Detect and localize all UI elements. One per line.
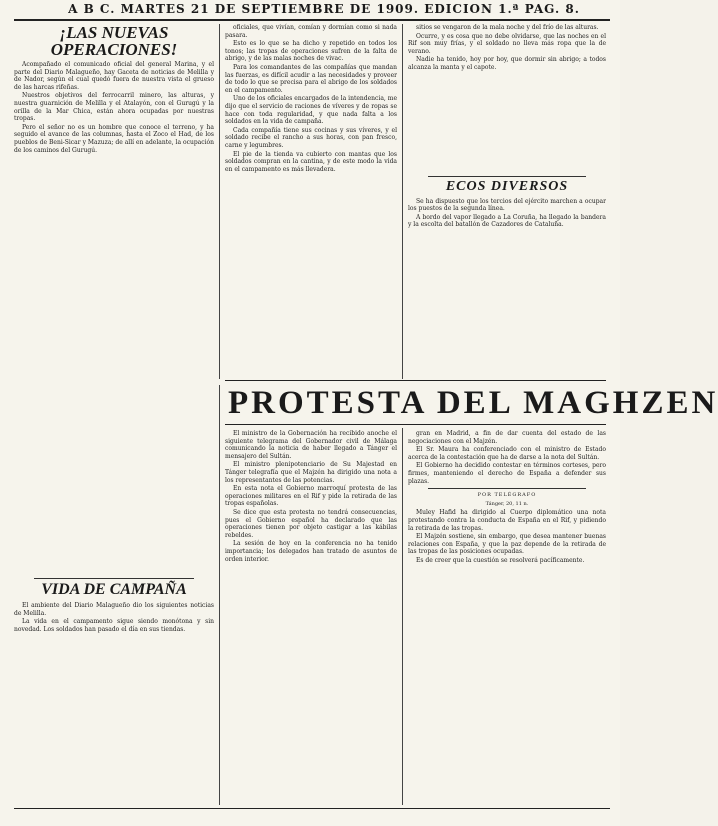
col3-paragraph-5: A bordo del vapor llegado a La Coruña, ha llegado la bandera y la escolta del batallón de Cazadores de Cataluña.	[408, 213, 606, 229]
column-divider-3	[402, 428, 403, 805]
col2-paragraph-5: Cada compañía tiene sus cocinas y sus víveres, y el soldado recibe el rancho a sus horas, con pan fresco, carne y legumbres.	[225, 126, 397, 149]
col3-paragraph-3: Nadie ha tenido, hoy por hoy, que dormir sin abrigo; a todos alcanza la manta y el capote.	[408, 56, 606, 71]
col5-paragraph-1: gran en Madrid, a fin de dar cuenta del estado de las negociaciones con el Majzén.	[408, 430, 606, 445]
column-divider-2	[402, 24, 403, 379]
big-headline-top-rule	[225, 380, 606, 381]
col4-paragraph-1: El ministro de la Gobernación ha recibido anoche el siguiente telegrama del Gobernador civil de Málaga comunicando la noticia de haber llegado a Tánger el mensajero del Sultán.	[225, 430, 397, 460]
col4-paragraph-3: En esta nota el Gobierno marroquí protesta de las operaciones militares en el Rif y pide la retirada de las tropas españolas.	[225, 485, 397, 508]
col2-paragraph-1: oficiales, que vivían, comían y dormían como si nada pasara.	[225, 24, 397, 39]
page-header: A B C. MARTES 21 DE SEPTIEMBRE DE 1909. EDICION 1.ª PAG. 8.	[68, 2, 580, 16]
col5-paragraph-2: El Sr. Maura ha conferenciado con el ministro de Estado acerca de la contestación que ha de darse a la nota del Sultán.	[408, 446, 606, 461]
col1-rule	[34, 578, 194, 579]
col3-paragraph-1: sitios se vengaron de la mala noche y del frío de las alturas.	[416, 24, 599, 31]
column-divider-1-lower	[219, 385, 220, 805]
col3-paragraph-2: Ocurre, y es cosa que no debe olvidarse, que las noches en el Rif son muy frías, y el soldado no lleva más ropa que la de verano.	[408, 32, 606, 55]
col2-paragraph-4: Uno de los oficiales encargados de la intendencia, me dijo que el servicio de raciones de víveres y de ropas se hace con toda regularidad, y que nada falta a los soldados en la vida de campaña.	[225, 95, 397, 126]
col3-paragraph-4: Se ha dispuesto que los tercios del ejército marchen a ocupar los puestos de la segunda línea.	[408, 197, 606, 213]
col4-paragraph-5: La sesión de hoy en la conferencia no ha tenido importancia; los delegados han tratado de asuntos de orden interior.	[225, 540, 397, 563]
column-divider-1	[219, 24, 220, 379]
column-4	[225, 430, 397, 806]
col4-paragraph-2: El ministro plenipotenciario de Su Majestad en Tánger telegrafía que el Majzén ha dirigido una nota a los representantes de las potencias.	[225, 461, 397, 484]
big-headline-bottom-rule	[225, 424, 606, 425]
col5-paragraph-3: El Gobierno ha decidido contestar en términos corteses, pero firmes, manteniendo el derecho de España a defender sus plazas.	[408, 462, 606, 485]
column-5	[408, 430, 606, 806]
headline-las-nuevas: ¡LAS NUEVAS	[59, 23, 169, 42]
col2-paragraph-6: El pie de la tienda va cubierto con mantas que los soldados compran en la cantina, y de este modo la vida en el campamento es más llevadera.	[225, 150, 397, 173]
col5-paragraph-5: El Majzén sostiene, sin embargo, que desea mantener buenas relaciones con España, y que la paz depende de la retirada de las tropas de las posiciones ocupadas.	[408, 533, 606, 556]
subhead-por-telegrafo: POR TELÉGRAFO	[477, 492, 537, 499]
col1-paragraph-5: La vida en el campamento sigue siendo monótona y sin novedad. Los soldados han pasado el día en sus tiendas.	[14, 618, 214, 633]
footer-rule	[14, 808, 610, 809]
col1-paragraph-3: Pero el señor no es un hombre que conoce el terreno, y ha seguido el avance de las columnas, hasta el Zoco el Had, de los pueblos de Beni-Sicar y Mazuza; de allí en adelante, la ocupación de los caminos del Gurugú.	[14, 123, 214, 154]
col3-rule	[428, 176, 586, 177]
headline-operaciones: OPERACIONES!	[50, 40, 178, 59]
col4-paragraph-4: Se dice que esta protesta no tendrá consecuencias, pues el Gobierno español ha declarado que las operaciones tienen por objeto castigar a las kábilas rebeldes.	[225, 508, 397, 539]
col1-paragraph-1: Acompañado el comunicado oficial del general Marina, y el parte del Diario Malagueño, hay Gaceta de noticias de Melilla y de Nador, según el cual quedó fuera de nuestra vista el grueso de las harcas rifeñas.	[14, 61, 214, 91]
header-rule	[14, 19, 610, 21]
col2-paragraph-2: Esto es lo que se ha dicho y repetido en todos los tonos; las tropas de operaciones sufren de la falta de abrigo, y de las malas noches de vivac.	[225, 40, 397, 63]
dateline: Tánger, 20, 11 n.	[485, 500, 529, 507]
headline-ecos-diversos: ECOS DIVERSOS	[445, 178, 569, 194]
col5-paragraph-6: Es de creer que la cuestión se resolverá pacíficamente.	[416, 556, 585, 564]
headline-protesta-del-maghzen: PROTESTA DEL MAGHZEN	[228, 385, 718, 421]
col2-paragraph-3: Para los comandantes de las compañías que mandan las fuerzas, es difícil acudir a las necesidades y proveer de todo lo que se precisa para el abrigo de los soldados en el campamento.	[225, 63, 397, 94]
headline-vida-de-campana: VIDA DE CAMPAÑA	[41, 581, 187, 599]
col1-paragraph-2: Nuestros objetivos del ferrocarril minero, las alturas, y nuestra guarnición de Melilla y el Atalayón, con el Gurugú y la orilla de la Mar Chica, están ahora ocupadas por nuestras tropas.	[14, 92, 214, 123]
col5-paragraph-4: Muley Hafid ha dirigido al Cuerpo diplomático una nota protestando contra la conducta de España en el Rif, y pidiendo la retirada de las tropas.	[408, 509, 606, 532]
col1-paragraph-4: El ambiente del Diario Malagueño dio los siguientes noticias de Melilla.	[14, 602, 214, 617]
column-3	[408, 24, 606, 376]
column-1	[14, 24, 214, 806]
column-2	[225, 24, 397, 376]
col5-rule	[428, 488, 586, 489]
